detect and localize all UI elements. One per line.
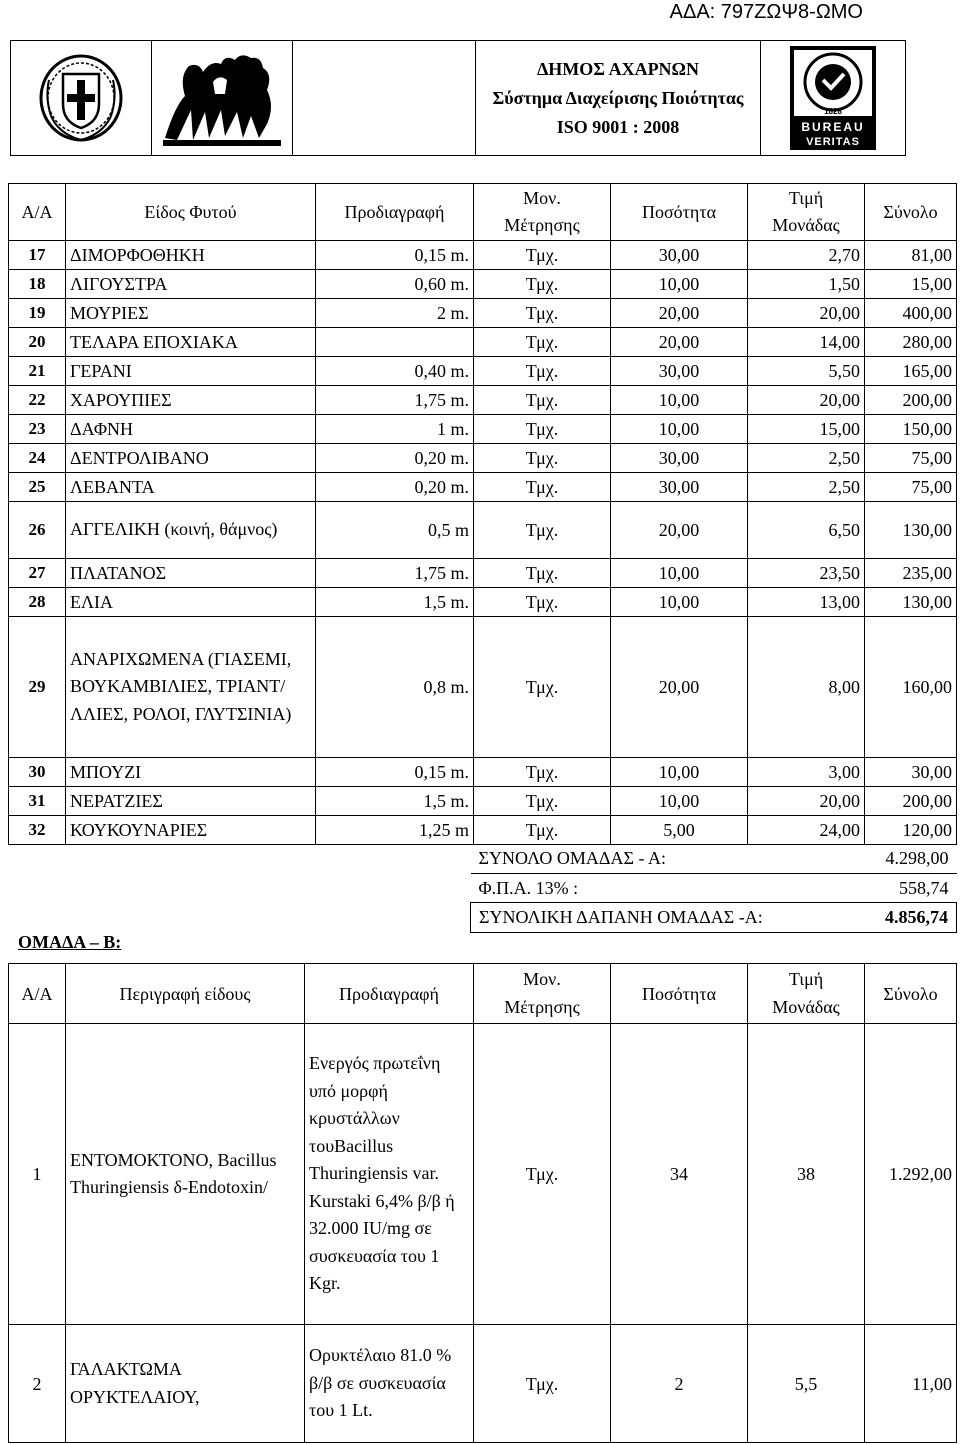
row-qty: 20,00: [611, 328, 748, 357]
row-spec: 1 m.: [316, 415, 474, 444]
row-qty: 30,00: [611, 473, 748, 502]
table-row: [9, 241, 957, 270]
row-price: 5,5: [748, 1325, 865, 1443]
row-unit: Τμχ.: [474, 415, 611, 444]
row-aa: 31: [9, 787, 66, 816]
row-qty: 20,00: [611, 617, 748, 758]
row-description: ΓΑΛΑΚΤΩΜΑ ΟΡΥΚΤΕΛΑΙΟΥ,: [66, 1325, 305, 1443]
header-total: Σύνολο: [865, 964, 957, 1024]
row-qty: 20,00: [611, 502, 748, 559]
row-price: 38: [748, 1024, 865, 1325]
row-qty: 10,00: [611, 758, 748, 787]
ada-code: ΑΔΑ: 797ΖΩΨ8-ΩΜΟ: [669, 1, 863, 23]
table-row: [9, 328, 957, 357]
row-price: 20,00: [748, 299, 865, 328]
row-total: 130,00: [865, 588, 957, 617]
row-spec: 1,5 m.: [316, 787, 474, 816]
row-total: 30,00: [865, 758, 957, 787]
table-row: [9, 502, 957, 559]
row-aa: 28: [9, 588, 66, 617]
table-row: [9, 415, 957, 444]
row-aa: 23: [9, 415, 66, 444]
row-qty: 10,00: [611, 386, 748, 415]
row-total: 165,00: [865, 357, 957, 386]
row-price: 8,00: [748, 617, 865, 758]
table-row: [9, 617, 957, 758]
row-spec: 0,5 m: [316, 502, 474, 559]
municipality-name: ΔΗΜΟΣ ΑΧΑΡΝΩΝ: [537, 58, 699, 79]
row-unit: Τμχ.: [474, 444, 611, 473]
row-aa: 30: [9, 758, 66, 787]
quality-system-title: Σύστημα Διαχείρισης Ποιότητας: [492, 87, 744, 108]
row-plant-name: ΜΟΥΡΙΕΣ: [66, 299, 316, 328]
header-total: Σύνολο: [865, 184, 957, 241]
row-aa: 26: [9, 502, 66, 559]
row-plant-name: ΑΝΑΡΙΧΩΜΕΝΑ (ΓΙΑΣΕΜΙ, ΒΟΥΚΑΜΒΙΛΙΕΣ, ΤΡΙΑΝΤ/ΛΛΙΕΣ, ΡΟΛΟΙ, ΓΛΥΤΣΙΝΙΑ): [66, 617, 316, 758]
row-qty: 10,00: [611, 588, 748, 617]
row-spec: 0,20 m.: [316, 473, 474, 502]
table-header-row: [9, 964, 957, 1024]
group-total-label: ΣΥΝΟΛΟ ΟΜΑΔΑΣ - Α:: [478, 847, 666, 868]
table-row: [9, 1325, 957, 1443]
iso-standard: ISO 9001 : 2008: [556, 116, 680, 137]
row-qty: 20,00: [611, 299, 748, 328]
row-price: 6,50: [748, 502, 865, 559]
row-spec: 1,75 m.: [316, 386, 474, 415]
row-unit: Τμχ.: [474, 270, 611, 299]
table-header-row: [9, 184, 957, 241]
row-spec: 0,8 m.: [316, 617, 474, 758]
header-qty: Ποσότητα: [611, 184, 748, 241]
table-row: [9, 816, 957, 845]
table-row: [9, 473, 957, 502]
row-total: 75,00: [865, 473, 957, 502]
table-row: [9, 787, 957, 816]
row-plant-name: ΚΟΥΚΟΥΝΑΡΙΕΣ: [66, 816, 316, 845]
row-unit: Τμχ.: [474, 758, 611, 787]
row-total: 235,00: [865, 559, 957, 588]
row-qty: 10,00: [611, 787, 748, 816]
table-row: [9, 357, 957, 386]
row-price: 24,00: [748, 816, 865, 845]
row-spec: 1,75 m.: [316, 559, 474, 588]
row-total: 280,00: [865, 328, 957, 357]
bureau-veritas-logo: [761, 41, 906, 156]
header-plant-type: Είδος Φυτού: [66, 184, 316, 241]
header-unit: Μον. Μέτρησης: [474, 184, 611, 241]
table-row: [9, 444, 957, 473]
row-qty: 10,00: [611, 270, 748, 299]
row-total: 400,00: [865, 299, 957, 328]
header-price: Τιμή Μονάδας: [748, 964, 865, 1024]
row-price: 3,00: [748, 758, 865, 787]
row-spec: 0,40 m.: [316, 357, 474, 386]
header-aa: Α/Α: [9, 964, 66, 1024]
row-aa: 29: [9, 617, 66, 758]
row-plant-name: ΑΓΓΕΛΙΚΗ (κοινή, θάμνος): [66, 502, 316, 559]
row-spec: 1,5 m.: [316, 588, 474, 617]
header-description: Περιγραφή είδους: [66, 964, 305, 1024]
svg-text:VERITAS: VERITAS: [806, 136, 860, 148]
greek-coat-of-arms-logo: [11, 41, 152, 156]
table-row: [9, 270, 957, 299]
group-b-table: [8, 963, 957, 1443]
row-unit: Τμχ.: [474, 617, 611, 758]
row-plant-name: ΤΕΛΑΡΑ ΕΠΟΧΙΑΚΑ: [66, 328, 316, 357]
header-unit: Μον. Μέτρησης: [474, 964, 611, 1024]
row-qty: 30,00: [611, 444, 748, 473]
row-spec: 2 m.: [316, 299, 474, 328]
row-price: 13,00: [748, 588, 865, 617]
svg-text:BUREAU: BUREAU: [801, 120, 865, 134]
row-spec: Ορυκτέλαιο 81.0 % β/β σε συσκευασία του 1 Lt.: [305, 1325, 474, 1443]
row-plant-name: ΓΕΡΑΝΙ: [66, 357, 316, 386]
row-plant-name: ΔΙΜΟΡΦΟΘΗΚΗ: [66, 241, 316, 270]
header-spec: Προδιαγραφή: [316, 184, 474, 241]
row-aa: 32: [9, 816, 66, 845]
row-aa: 19: [9, 299, 66, 328]
row-total: 120,00: [865, 816, 957, 845]
row-unit: Τμχ.: [474, 1024, 611, 1325]
row-price: 15,00: [748, 415, 865, 444]
row-description: ΕΝΤΟΜΟΚΤΟΝΟ, Bacillus Thuringiensis δ-Endotoxin/: [66, 1024, 305, 1325]
group-a-table: [8, 183, 957, 845]
table-row: [9, 299, 957, 328]
group-b-title: ΟΜΑΔΑ – Β:: [18, 932, 122, 952]
header-aa: Α/Α: [9, 184, 66, 241]
document-header: [10, 40, 906, 156]
row-qty: 30,00: [611, 241, 748, 270]
row-plant-name: ΛΕΒΑΝΤΑ: [66, 473, 316, 502]
header-qty: Ποσότητα: [611, 964, 748, 1024]
row-total: 150,00: [865, 415, 957, 444]
row-qty: 30,00: [611, 357, 748, 386]
row-price: 14,00: [748, 328, 865, 357]
header-price: Τιμή Μονάδας: [748, 184, 865, 241]
row-unit: Τμχ.: [474, 386, 611, 415]
table-row: [9, 758, 957, 787]
row-unit: Τμχ.: [474, 357, 611, 386]
row-spec: 0,20 m.: [316, 444, 474, 473]
row-total: 1.292,00: [865, 1024, 957, 1325]
row-total: 200,00: [865, 787, 957, 816]
row-price: 20,00: [748, 787, 865, 816]
row-plant-name: ΛΙΓΟΥΣΤΡΑ: [66, 270, 316, 299]
row-unit: Τμχ.: [474, 816, 611, 845]
table-row: [9, 386, 957, 415]
row-price: 2,70: [748, 241, 865, 270]
row-aa: 22: [9, 386, 66, 415]
row-unit: Τμχ.: [474, 473, 611, 502]
row-unit: Τμχ.: [474, 502, 611, 559]
row-qty: 10,00: [611, 415, 748, 444]
row-price: 23,50: [748, 559, 865, 588]
row-total: 75,00: [865, 444, 957, 473]
row-unit: Τμχ.: [474, 559, 611, 588]
row-unit: Τμχ.: [474, 787, 611, 816]
row-spec: Ενεργός πρωτεΐνη υπό μορφή κρυστάλλων τουBacillus Thuringiensis var. Kurstaki 6,4% β/β ή 32.000 IU/mg σε συσκευασία του 1 Kgr.: [305, 1024, 474, 1325]
row-spec: [316, 328, 474, 357]
row-unit: Τμχ.: [474, 328, 611, 357]
row-plant-name: ΔΕΝΤΡΟΛΙΒΑΝΟ: [66, 444, 316, 473]
row-total: 200,00: [865, 386, 957, 415]
grand-total-label: ΣΥΝΟΛΙΚΗ ΔΑΠΑΝΗ ΟΜΑΔΑΣ -Α:: [471, 902, 851, 932]
row-aa: 25: [9, 473, 66, 502]
vat-label: Φ.Π.Α. 13% :: [471, 873, 851, 902]
row-price: 2,50: [748, 444, 865, 473]
row-unit: Τμχ.: [474, 299, 611, 328]
row-price: 1,50: [748, 270, 865, 299]
table-row: [9, 1024, 957, 1325]
horses-statue-logo: [152, 41, 293, 156]
table-row: [9, 588, 957, 617]
row-plant-name: ΕΛΙΑ: [66, 588, 316, 617]
group-total-value: 4.298,00: [885, 847, 949, 868]
header-spec: Προδιαγραφή: [305, 964, 474, 1024]
group-a-totals: [470, 843, 957, 933]
row-total: 160,00: [865, 617, 957, 758]
grand-total-value: 4.856,74: [851, 902, 957, 932]
row-total: 11,00: [865, 1325, 957, 1443]
row-plant-name: ΧΑΡΟΥΠΙΕΣ: [66, 386, 316, 415]
row-plant-name: ΝΕΡΑΤΖΙΕΣ: [66, 787, 316, 816]
row-aa: 18: [9, 270, 66, 299]
row-spec: 1,25 m: [316, 816, 474, 845]
row-aa: 21: [9, 357, 66, 386]
row-aa: 17: [9, 241, 66, 270]
svg-text:1828: 1828: [824, 107, 842, 116]
row-qty: 10,00: [611, 559, 748, 588]
row-plant-name: ΜΠΟΥΖΙ: [66, 758, 316, 787]
row-qty: 34: [611, 1024, 748, 1325]
row-spec: 0,15 m.: [316, 758, 474, 787]
row-spec: 0,15 m.: [316, 241, 474, 270]
table-row: [9, 559, 957, 588]
row-unit: Τμχ.: [474, 588, 611, 617]
row-aa: 27: [9, 559, 66, 588]
row-price: 2,50: [748, 473, 865, 502]
row-aa: 20: [9, 328, 66, 357]
row-plant-name: ΔΑΦΝΗ: [66, 415, 316, 444]
row-aa: 1: [9, 1024, 66, 1325]
row-price: 5,50: [748, 357, 865, 386]
row-price: 20,00: [748, 386, 865, 415]
row-unit: Τμχ.: [474, 241, 611, 270]
row-aa: 2: [9, 1325, 66, 1443]
row-total: 81,00: [865, 241, 957, 270]
row-unit: Τμχ.: [474, 1325, 611, 1443]
row-total: 130,00: [865, 502, 957, 559]
row-total: 15,00: [865, 270, 957, 299]
row-spec: 0,60 m.: [316, 270, 474, 299]
row-qty: 2: [611, 1325, 748, 1443]
row-plant-name: ΠΛΑΤΑΝΟΣ: [66, 559, 316, 588]
vat-value: 558,74: [851, 873, 957, 902]
row-qty: 5,00: [611, 816, 748, 845]
row-aa: 24: [9, 444, 66, 473]
